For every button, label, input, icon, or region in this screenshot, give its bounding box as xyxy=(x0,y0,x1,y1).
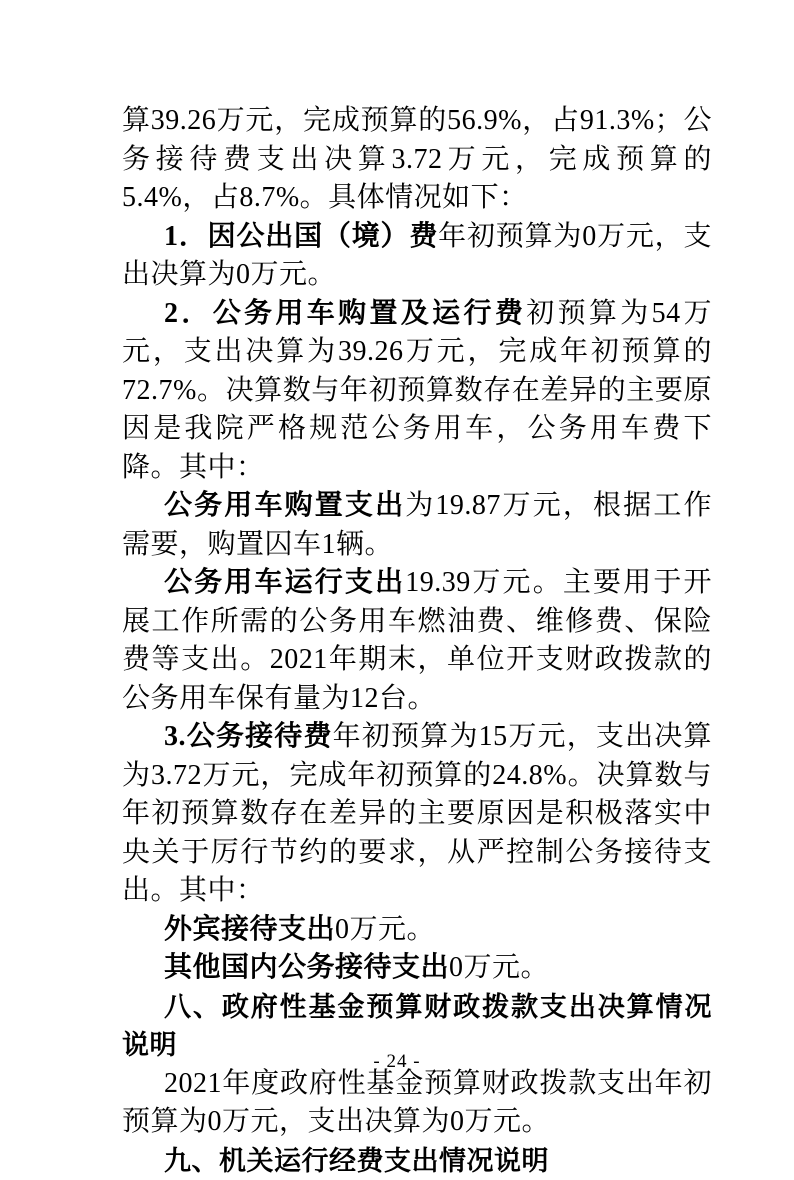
paragraph xyxy=(122,487,712,564)
text-segment: 八、政府性基金预算财政拨款支出决算情况说明 xyxy=(122,992,712,1061)
text-segment: 年初预算为0万元，支出决算为0万元。 xyxy=(122,221,712,291)
paragraph xyxy=(122,911,712,950)
text-segment: 0万元。 xyxy=(335,914,435,945)
paragraph xyxy=(122,718,712,911)
text-segment: 其他国内公务接待支出 xyxy=(164,952,449,983)
text-segment: 年初预算为15万元，支出决算为3.72万元，完成年初预算的24.8%。决算数与年初预算数存在差异的主要原因是积极落实中央关于厉行节约的要求，从严控制公务接待支出。其中： xyxy=(122,721,712,906)
paragraph xyxy=(122,295,712,488)
text-segment: 外宾接待支出 xyxy=(164,914,335,945)
text-segment: 公务用车运行支出 xyxy=(164,567,405,598)
text-segment: 2021年度政府性基金预算财政拨款支出年初预算为0万元，支出决算为0万元。 xyxy=(122,1068,712,1138)
text-segment: 初预算为54万元，支出决算为39.26万元，完成年初预算的72.7%。决算数与年初预算数存在差异的主要原因是我院严格规范公务用车，公务用车费下降。其中： xyxy=(122,298,712,483)
paragraph xyxy=(122,564,712,718)
text-segment: 19.39万元。主要用于开展工作所需的公务用车燃油费、维修费、保险费等支出。2021年期末，单位开支财政拨款的公务用车保有量为12台。 xyxy=(122,567,712,714)
paragraph xyxy=(122,949,712,988)
text-segment: 算39.26万元，完成预算的56.9%，占91.3%；公务接待费支出决算3.72万元，完成预算的5.4%，占8.7%。具体情况如下： xyxy=(122,105,712,213)
text-segment: 1．因公出国（境）费 xyxy=(164,221,438,252)
paragraph xyxy=(122,102,712,218)
text-segment: 九、机关运行经费支出情况说明 xyxy=(164,1146,549,1176)
paragraph xyxy=(122,1065,712,1142)
text-segment: 公务用车购置支出 xyxy=(164,490,405,521)
section-heading xyxy=(122,1142,712,1180)
document-body xyxy=(122,102,712,1180)
paragraph xyxy=(122,218,712,295)
text-segment: 2．公务用车购置及运行费 xyxy=(164,298,526,329)
text-segment: 为19.87万元，根据工作需要，购置囚车1辆。 xyxy=(122,490,712,560)
text-segment: 3.公务接待费 xyxy=(164,721,333,752)
page-number: - 24 - xyxy=(0,1050,794,1074)
text-segment: 0万元。 xyxy=(449,952,549,983)
